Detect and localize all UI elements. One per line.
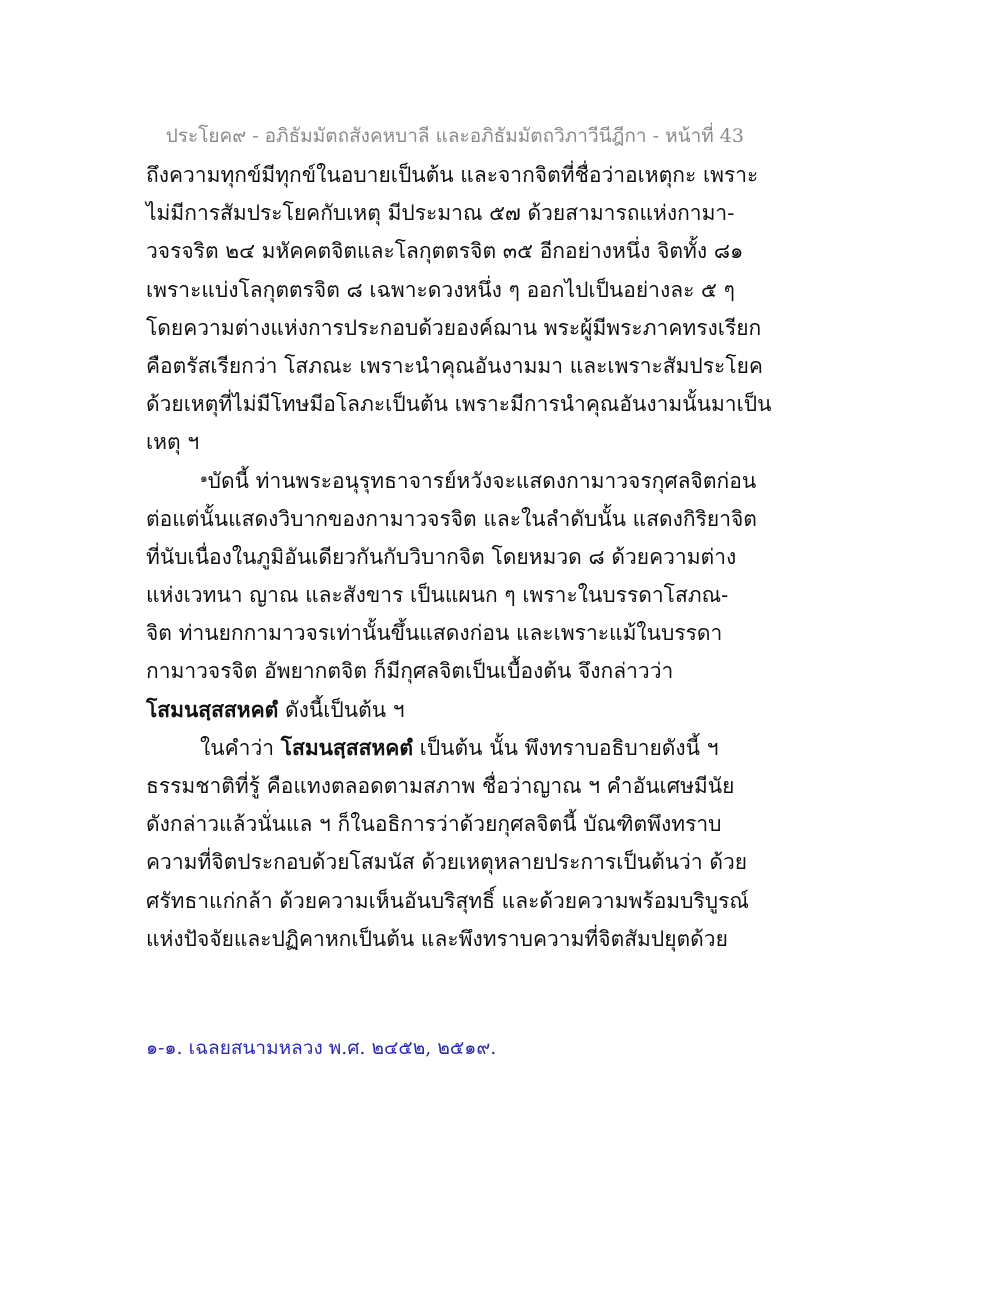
- text-line: โดยความต่างแห่งการประกอบด้วยองค์ฌาน พระผู้มีพระภาคทรงเรียก: [146, 315, 762, 340]
- pali-term: โสมนสฺสสหคตํ: [280, 734, 413, 760]
- text-line: [146, 691, 726, 729]
- text-line: ดังกล่าวแล้วนั่นแล ฯ ก็ในอธิการว่าด้วยกุศลจิตนี้ บัณฑิตพึงทราบ: [146, 812, 722, 837]
- page-header: ประโยค๙ - อภิธัมมัตถสังคหบาลี และอภิธัมมัตถวิภาวีนีฎีกา - หน้าที่ 43: [165, 125, 744, 147]
- text-span: เป็นต้น นั้น พึงทราบอธิบายดังนี้ ฯ: [413, 735, 719, 760]
- body-text: [146, 156, 772, 958]
- text-line: [146, 462, 757, 500]
- text-line: เหตุ ฯ: [146, 430, 200, 455]
- text-line: เพราะแบ่งโลกุตตรจิต ๘ เฉพาะดวงหนึ่ง ๆ ออกไปเป็นอย่างละ ๕ ๆ: [146, 277, 735, 302]
- text-line: [146, 729, 726, 767]
- text-line: ความที่จิตประกอบด้วยโสมนัส ด้วยเหตุหลายประการเป็นต้นว่า ด้วย: [146, 850, 748, 875]
- text-line: กามาวจรจิต อัพยากตจิต ก็มีกุศลจิตเป็นเบื้องต้น จึงกล่าวว่า: [146, 659, 674, 684]
- footnote: ๑-๑. เฉลยสนามหลวง พ.ศ. ๒๔๕๒, ๒๕๑๙.: [146, 1037, 497, 1059]
- paragraph-2: [146, 462, 757, 729]
- text-span: ดังนี้เป็นต้น ฯ: [278, 697, 405, 722]
- text-line: ที่นับเนื่องในภูมิอันเดียวกันกับวิบากจิต โดยหมวด ๘ ด้วยความต่าง: [146, 544, 737, 569]
- paragraph-1: [146, 156, 772, 462]
- text-line: ต่อแต่นั้นแสดงวิบากของกามาวจรจิต และในลำดับนั้น แสดงกิริยาจิต: [146, 506, 757, 531]
- text-span: บัดนี้ ท่านพระอนุรุทธาจารย์หวังจะแสดงกามาวจรกุศลจิตก่อน: [207, 468, 757, 493]
- text-line: ศรัทธาแก่กล้า ด้วยความเห็นอันบริสุทธิ์ และด้วยความพร้อมบริบูรณ์: [146, 888, 749, 913]
- text-line: ถึงความทุกข์มีทุกข์ในอบายเป็นต้น และจากจิตที่ชื่อว่าอเหตุกะ เพราะ: [146, 163, 759, 187]
- text-span: ในคำว่า: [200, 735, 281, 760]
- text-line: แห่งเวทนา ญาณ และสังขาร เป็นแผนก ๆ เพราะในบรรดาโสภณ-: [146, 583, 729, 608]
- text-line: วจรจริต ๒๔ มหัคคตจิตและโลกุตตรจิต ๓๕ อีกอย่างหนึ่ง จิตทั้ง ๘๑: [146, 239, 744, 264]
- text-line: จิต ท่านยกกามาวจรเท่านั้นขึ้นแสดงก่อน และเพราะแม้ในบรรดา: [146, 621, 723, 646]
- footnote-marker: ๑: [200, 470, 208, 485]
- text-line: ธรรมชาติที่รู้ คือแทงตลอดตามสภาพ ชื่อว่าญาณ ฯ คำอันเศษมีนัย: [146, 774, 735, 798]
- text-line: คือตรัสเรียกว่า โสภณะ เพราะนำคุณอันงามมา และเพราะสัมประโยค: [146, 353, 763, 378]
- paragraph-3: [146, 729, 749, 958]
- text-line: ไม่มีการสัมประโยคกับเหตุ มีประมาณ ๕๗ ด้วยสามารถแห่งกามา-: [146, 201, 735, 226]
- text-line: แห่งปัจจัยและปฏิคาหกเป็นต้น และพึงทราบความที่จิตสัมปยุตด้วย: [146, 926, 728, 951]
- pali-term: โสมนสฺสสหคตํ: [146, 696, 279, 722]
- text-line: ด้วยเหตุที่ไม่มีโทษมีอโลภะเป็นต้น เพราะมีการนำคุณอันงามนั้นมาเป็น: [146, 392, 772, 417]
